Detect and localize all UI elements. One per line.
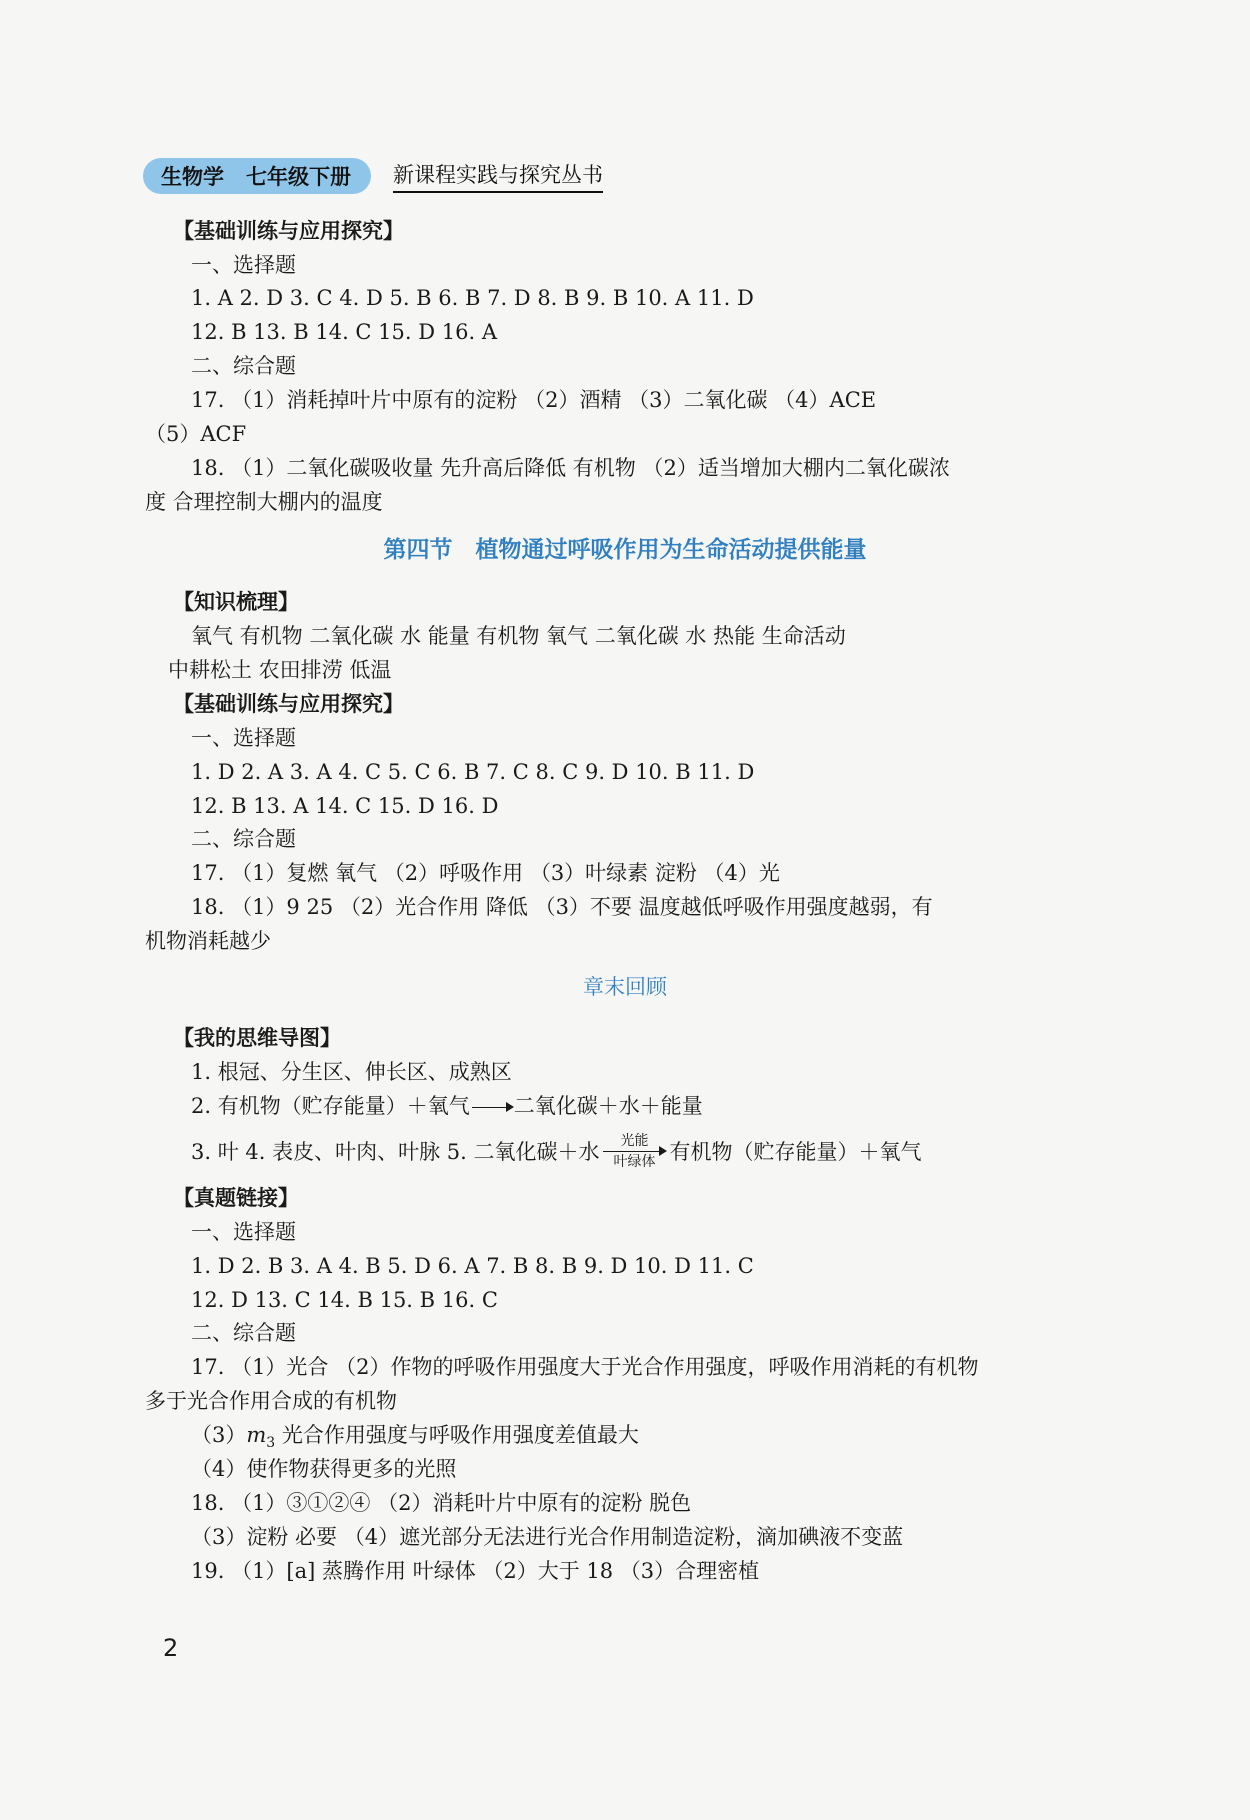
- mindmap-line: [191, 1135, 1091, 1169]
- comprehensive-heading: 二、综合题: [191, 827, 296, 851]
- condition-under: 叶绿体: [613, 1154, 656, 1170]
- arrow-icon: [472, 1107, 512, 1108]
- mindmap-heading: 【我的思维导图】: [173, 1026, 341, 1050]
- answer-line: 19. （1）[a] 蒸腾作用 叶绿体 （2）大于 18 （3）合理密植: [191, 1559, 760, 1583]
- series-title: 新课程实践与探究丛书: [393, 159, 603, 193]
- answer-line: 17. （1）复燃 氧气 （2）呼吸作用 （3）叶绿素 淀粉 （4）光: [191, 861, 780, 885]
- review-title: 章末回顾: [583, 975, 667, 999]
- answer-line: （5）ACF: [145, 422, 247, 446]
- equation-left: 3. 叶 4. 表皮、叶肉、叶脉 5. 二氧化碳＋水: [191, 1140, 600, 1164]
- answer-text: 光合作用强度与呼吸作用强度差值最大: [275, 1423, 639, 1447]
- answer-line: 1. D 2. B 3. A 4. B 5. D 6. A 7. B 8. B 9. D 10. D 11. C: [191, 1254, 754, 1278]
- answer-line: 18. （1）二氧化碳吸收量 先升高后降低 有机物 （2）适当增加大棚内二氧化碳浓: [191, 456, 950, 480]
- answer-line: 18. （1）9 25 （2）光合作用 降低 （3）不要 温度越低呼吸作用强度越弱，有: [191, 895, 933, 919]
- section-heading: 【基础训练与应用探究】: [173, 692, 404, 716]
- answer-line: 12. D 13. C 14. B 15. B 16. C: [191, 1288, 498, 1312]
- knowledge-heading: 【知识梳理】: [173, 590, 299, 614]
- condition-over: 光能: [620, 1133, 649, 1149]
- choice-heading: 一、选择题: [191, 253, 296, 277]
- choice-heading: 一、选择题: [191, 1220, 296, 1244]
- running-header: [143, 156, 603, 196]
- answer-line: 1. D 2. A 3. A 4. C 5. C 6. B 7. C 8. C 9. D 10. B 11. D: [191, 760, 755, 784]
- section-title: 第四节 植物通过呼吸作用为生命活动提供能量: [383, 537, 867, 563]
- section-heading: 【基础训练与应用探究】: [173, 219, 404, 243]
- equation-right: 二氧化碳＋水＋能量: [513, 1094, 703, 1118]
- answer-line: 度 合理控制大棚内的温度: [145, 490, 383, 514]
- exam-heading: 【真题链接】: [173, 1186, 299, 1210]
- equation-left: 2. 有机物（贮存能量）＋氧气: [191, 1094, 470, 1118]
- grade-label: 七年级下册: [246, 165, 351, 189]
- page-number: 2: [163, 1634, 179, 1662]
- answer-line: 17. （1）光合 （2）作物的呼吸作用强度大于光合作用强度，呼吸作用消耗的有机物: [191, 1355, 979, 1379]
- answer-line: 1. A 2. D 3. C 4. D 5. B 6. B 7. D 8. B 9. B 10. A 11. D: [191, 286, 754, 310]
- math-variable: m: [246, 1423, 267, 1447]
- answer-line: 18. （1）③①②④ （2）消耗叶片中原有的淀粉 脱色: [191, 1491, 692, 1515]
- mindmap-line: 1. 根冠、分生区、伸长区、成熟区: [191, 1060, 512, 1084]
- equation-right: 有机物（贮存能量）＋氧气: [669, 1140, 922, 1164]
- arrow-icon: [603, 1151, 665, 1152]
- comprehensive-heading: 二、综合题: [191, 1321, 296, 1345]
- answer-line: 多于光合作用合成的有机物: [145, 1389, 397, 1413]
- answer-line: （3）淀粉 必要 （4）遮光部分无法进行光合作用制造淀粉，滴加碘液不变蓝: [191, 1525, 904, 1549]
- knowledge-line: 氧气 有机物 二氧化碳 水 能量 有机物 氧气 二氧化碳 水 热能 生命活动: [191, 624, 846, 648]
- reaction-arrow: [603, 1133, 665, 1170]
- subject-badge: [143, 158, 371, 194]
- answer-line: （4）使作物获得更多的光照: [191, 1457, 457, 1481]
- answer-line: 12. B 13. B 14. C 15. D 16. A: [191, 320, 497, 344]
- answer-line: 12. B 13. A 14. C 15. D 16. D: [191, 794, 499, 818]
- subject-label: 生物学: [161, 165, 224, 189]
- answer-line: 机物消耗越少: [145, 929, 271, 953]
- mindmap-line: [191, 1089, 1091, 1123]
- math-subscript: 3: [266, 1435, 276, 1452]
- comprehensive-heading: 二、综合题: [191, 354, 296, 378]
- choice-heading: 一、选择题: [191, 726, 296, 750]
- answer-line: 17. （1）消耗掉叶片中原有的淀粉 （2）酒精 （3）二氧化碳 （4）ACE: [191, 388, 877, 412]
- answer-line: [191, 1418, 1091, 1452]
- part-label: （3）: [191, 1423, 247, 1447]
- knowledge-line: 中耕松土 农田排涝 低温: [168, 658, 392, 682]
